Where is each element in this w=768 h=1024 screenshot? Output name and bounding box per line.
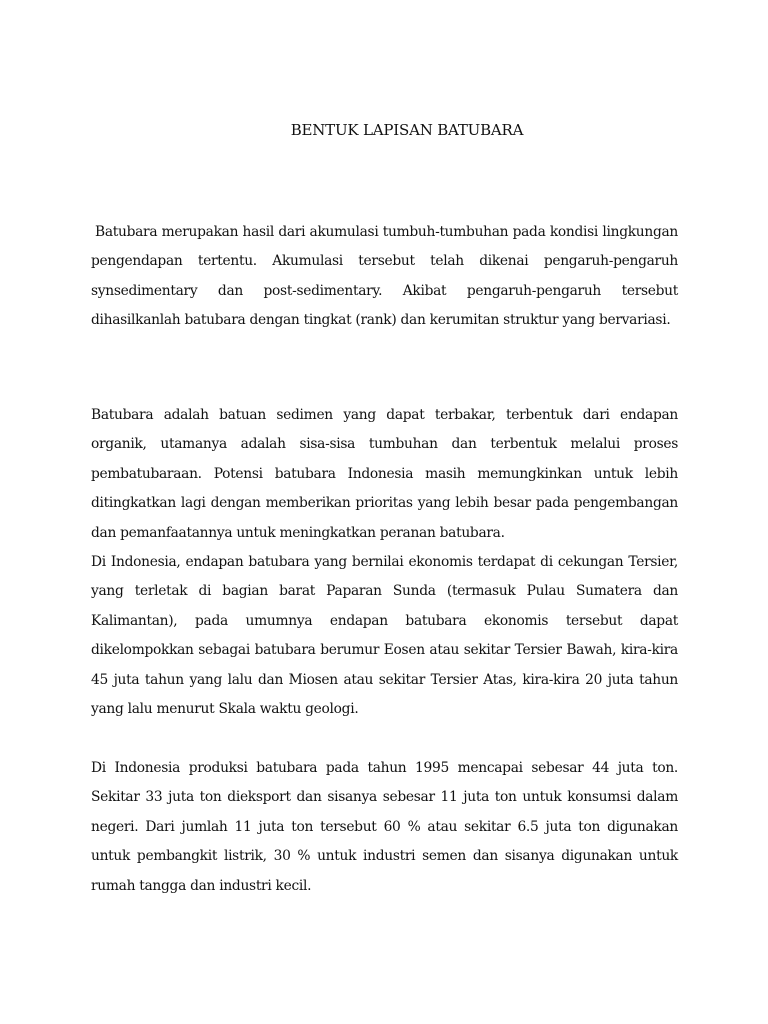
- paragraph-indonesia-deposits: Di Indonesia, endapan batubara yang bernilai ekonomis terdapat di cekungan Tersier, yang terletak di bagian barat Paparan Sunda (termasuk Pulau Sumatera dan Kalimantan), pada umumnya endapan batubara ekonomis tersebut dapat dikelompokkan sebagai batubara berumur Eosen atau sekitar Tersier Bawah, kira-kira 45 juta tahun yang lalu dan Miosen atau sekitar Tersier Atas, kira-kira 20 juta tahun yang lalu menurut Skala waktu geologi.: [91, 554, 678, 718]
- paragraph-group-coal-definition: [91, 401, 678, 724]
- document-title: BENTUK LAPISAN BATUBARA: [290, 121, 524, 139]
- paragraph-coal-formation: Batubara merupakan hasil dari akumulasi tumbuh-tumbuhan pada kondisi lingkungan pengendapan tertentu. Akumulasi tersebut telah dikenai pengaruh-pengaruh synsedimentary dan post-sedimentary. Akibat pengaruh-pengaruh tersebut dihasilkanlah batubara dengan tingkat (rank) dan kerumitan struktur yang bervariasi.: [91, 224, 678, 329]
- paragraph-coal-definition: Batubara adalah batuan sedimen yang dapat terbakar, terbentuk dari endapan organik, utamanya adalah sisa-sisa tumbuhan dan terbentuk melalui proses pembatubaraan. Potensi batubara Indonesia masih memungkinkan untuk lebih ditingkatkan lagi dengan memberikan prioritas yang lebih besar pada pengembangan dan pemanfaatannya untuk meningkatkan peranan batubara.: [91, 407, 678, 541]
- paragraph-coal-production: Di Indonesia produksi batubara pada tahun 1995 mencapai sebesar 44 juta ton. Sekitar 33 juta ton dieksport dan sisanya sebesar 11 juta ton untuk konsumsi dalam negeri. Dari jumlah 11 juta ton tersebut 60 % atau sekitar 6.5 juta ton digunakan untuk pembangkit listrik, 30 % untuk industri semen dan sisanya digunakan untuk rumah tangga dan industri kecil.: [91, 760, 678, 894]
